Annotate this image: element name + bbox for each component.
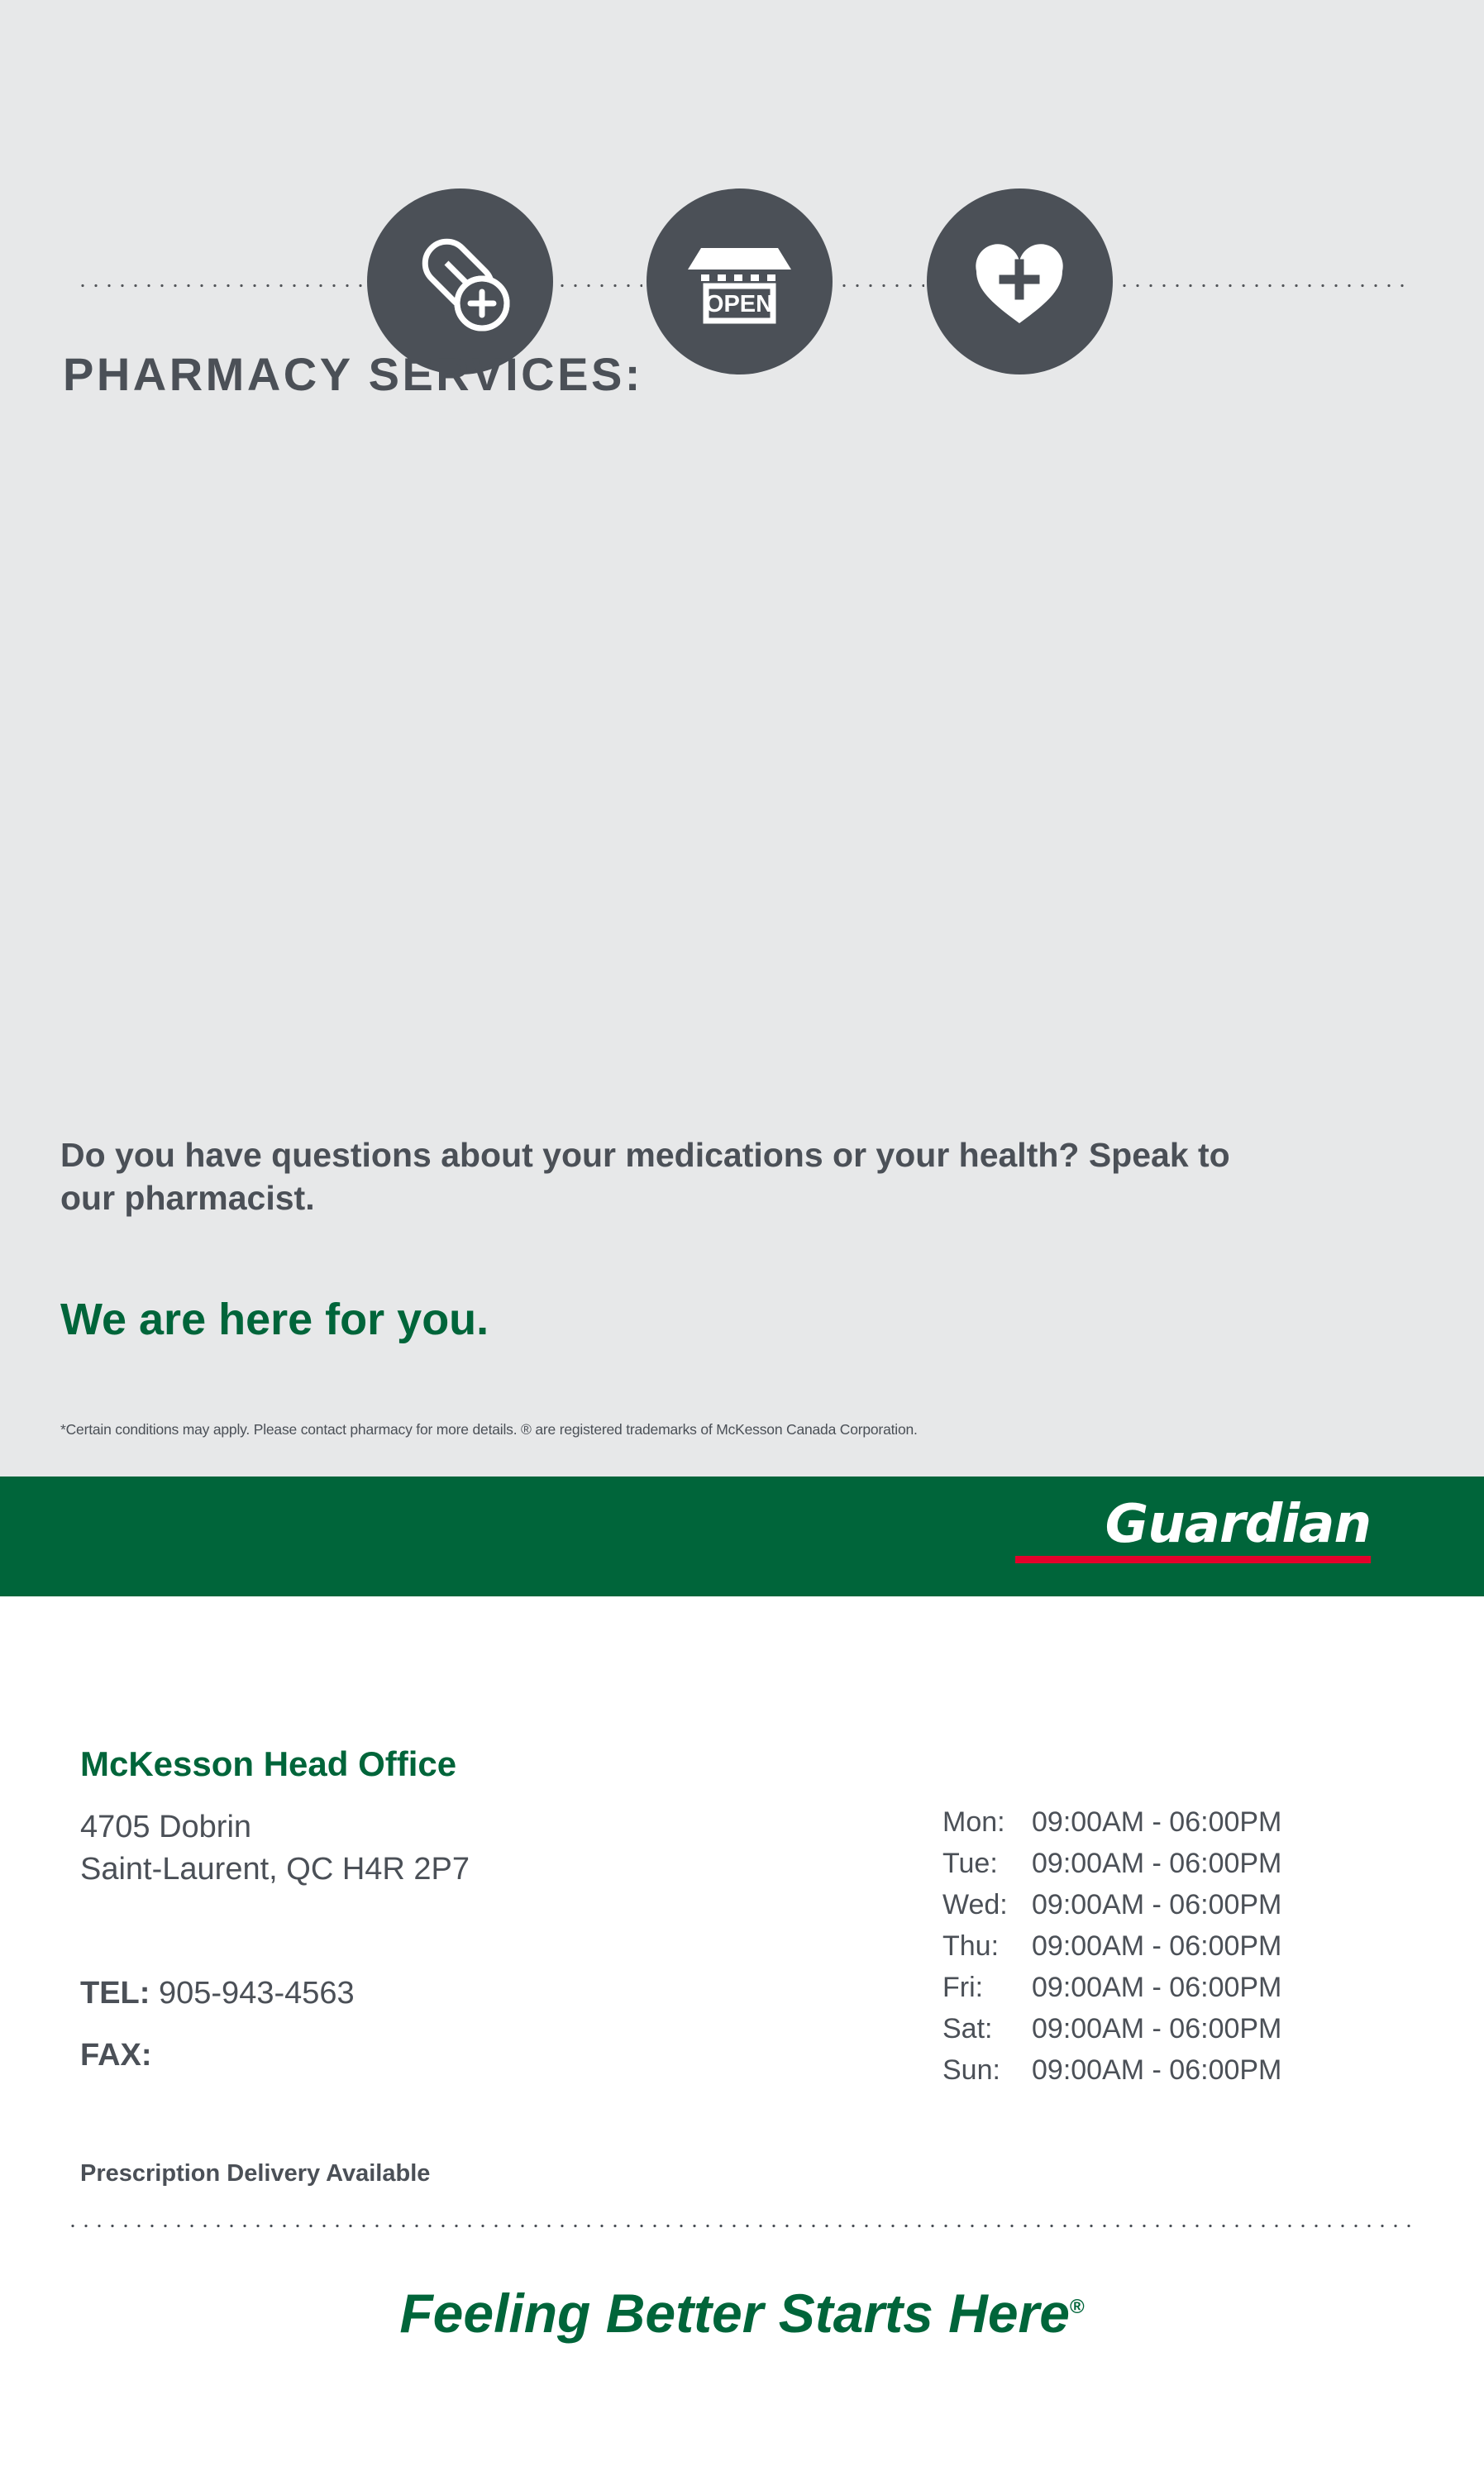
call-to-action-text: We are here for you. <box>60 1295 489 1344</box>
hours-day: Fri: <box>942 1972 984 2003</box>
hours-day: Sat: <box>942 2013 993 2044</box>
storefront-open-icon <box>647 188 833 375</box>
hours-time: 09:00AM - 06:00PM <box>1032 1889 1282 1920</box>
store-hours <box>942 1806 1281 2096</box>
hours-day: Thu: <box>942 1930 1000 1962</box>
hours-time: 09:00AM - 06:00PM <box>1032 2054 1282 2086</box>
guardian-wordmark: Guardian <box>1105 1494 1371 1555</box>
store-name: McKesson Head Office <box>80 1744 457 1783</box>
hours-row <box>942 1930 1281 1963</box>
telephone-label: TEL: <box>80 1976 150 2011</box>
dotted-line-segment <box>1118 284 1405 288</box>
hours-row <box>942 2054 1281 2087</box>
hours-time: 09:00AM - 06:00PM <box>1032 2013 1282 2044</box>
question-text: Do you have questions about your medications or your health? Speak to our pharmacist. <box>60 1136 1230 1217</box>
address-line-1: 4705 Dobrin <box>80 1810 252 1844</box>
tagline <box>0 2282 1484 2345</box>
dotted-line-segment <box>837 284 924 288</box>
guardian-logo-underline <box>1015 1556 1371 1563</box>
fax-label: FAX: <box>80 2038 152 2073</box>
icon-strip <box>0 91 1484 317</box>
hours-day: Wed: <box>942 1889 1008 1920</box>
hours-row <box>942 1972 1281 2004</box>
hours-row <box>942 2013 1281 2045</box>
address-line-2: Saint-Laurent, QC H4R 2P7 <box>80 1852 470 1887</box>
disclaimer-text: *Certain conditions may apply. Please contact pharmacy for more details. ® are registered trademarks of McKesson Canada Corporation. <box>60 1421 918 1438</box>
telephone-line <box>80 1976 355 2011</box>
hours-row <box>942 1806 1281 1839</box>
hours-time: 09:00AM - 06:00PM <box>1032 1930 1282 1962</box>
tagline-text: Feeling Better Starts Here <box>399 2283 1070 2344</box>
dotted-line-segment <box>556 284 642 288</box>
page-title: PHARMACY SERVICES: <box>63 348 643 400</box>
dotted-divider <box>66 2224 1414 2228</box>
hours-time: 09:00AM - 06:00PM <box>1032 1972 1282 2003</box>
hours-time: 09:00AM - 06:00PM <box>1032 1806 1282 1838</box>
telephone-value: 905-943-4563 <box>159 1976 355 2011</box>
svg-text:OPEN: OPEN <box>704 291 774 317</box>
hours-time: 09:00AM - 06:00PM <box>1032 1848 1282 1879</box>
hours-day: Mon: <box>942 1806 1005 1838</box>
dotted-line-segment <box>76 284 365 288</box>
store-address <box>80 1806 470 1892</box>
registered-mark: ® <box>1069 2296 1085 2318</box>
hours-row <box>942 1889 1281 1921</box>
hours-row <box>942 1848 1281 1880</box>
hours-day: Tue: <box>942 1848 998 1879</box>
fax-line <box>80 2038 152 2073</box>
delivery-note: Prescription Delivery Available <box>80 2160 431 2187</box>
hours-day: Sun: <box>942 2054 1000 2086</box>
guardian-logo <box>1015 1494 1371 1563</box>
heart-plus-icon <box>927 188 1113 375</box>
